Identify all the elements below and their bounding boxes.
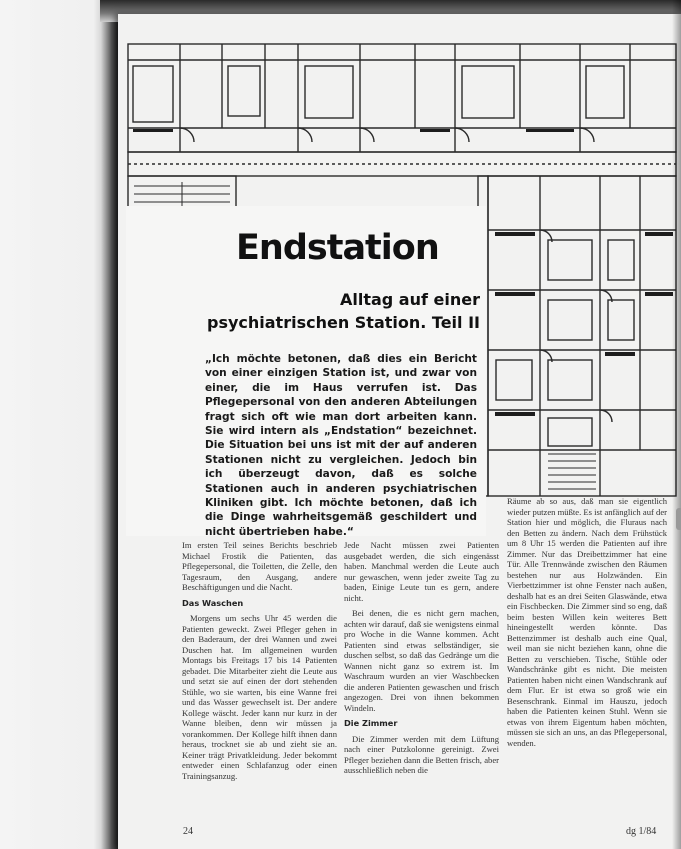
page-number-left: 24 — [183, 826, 193, 837]
article-title: Endstation — [236, 228, 439, 268]
section-heading-waschen: Das Waschen — [182, 597, 244, 608]
subtitle-line-1: Alltag auf einer — [339, 290, 480, 309]
text-column-3 — [507, 496, 667, 816]
intro-quote: „Ich möchte betonen, daß dies ein Bericht von einer einzigen Station ist, und zwar von einer, die im Haus verrufen ist. Das Pflegepersonal von den anderen Abteilungen fragt sich oft wie man dort arbeiten kann. Sie wird intern als „Endstation“ bezeichnet. Die Situation bei uns ist mit der auf anderen Stationen nicht zu vergleichen. Jedoch bin ich überzeugt davon, daß es solche Stationen auch in anderen psychiatrischen Kliniken gibt. Ich möchte betonen, daß ich die Dinge wahrheitsgemäß geschildert und nicht übertrieben habe.“ — [205, 353, 477, 538]
subtitle-line-2: psychiatrischen Station. Teil II — [206, 313, 480, 332]
text-column-1 — [182, 540, 337, 812]
article-subtitle — [190, 288, 480, 334]
column-2-body-1: Jede Nacht müssen zwei Patienten ausgebadet werden, die sich eingenässt haben. Manchmal werden die Leute auch nur gewaschen, wenn jeder zweite Tag zu baden, Einige Leute tun es gern, andere nicht. — [344, 540, 499, 603]
column-1-body: Morgens um sechs Uhr 45 werden die Patienten geweckt. Zwei Pfleger gehen in den Baderaum, der drei Wannen und zwei Duschen hat. Im allgemeinen wurden Montags bis Freitags 17 bis 14 Patienten gebadet. Die Mitarbeiter zieht die Leute aus und setzt sie auf einen der dort stehenden Stühle, wo sie warten, bis eine Wanne frei und das Wasser gewechselt ist. Der andere Kollege wäscht. Jeder kann nur kurz in der Wanne bleiben, denn wir müssen ja vorankommen. Der Kollege hilft ihnen dann heraus, trocknet sie ab und zieht sie an. Keiner trägt Privatkleidung. Jeder bekommt entweder einen Schlafanzug oder einen Trainingsanzug. — [182, 613, 337, 781]
column-1-intro: Im ersten Teil seines Berichts beschrieb Michael Frostik die Patienten, das Pflegepersonal, die Toiletten, die Zelle, den Tagesraum, den Ausgang, andere Beschäftigungen und die Nacht. — [182, 540, 337, 592]
text-column-2 — [344, 540, 499, 816]
page-tab — [676, 508, 681, 530]
section-heading-zimmer: Die Zimmer — [344, 718, 398, 728]
right-edge-shadow — [672, 0, 681, 849]
column-3-body: Räume ab so aus, daß man sie eigentlich wieder putzen müßte. Es ist anfänglich auf der Station hier und möglich, die Fluraus nach den Betten zu ändern. Nach dem Frühstück um 8 Uhr 15 werden die Patienten auf ihre Zimmer. Nur das Dreibettzimmer hat eine Tür. Alle Trennwände zwischen den Räumen bestehen nur aus Holzwänden. Ein Vierbettzimmer ist ohne Fenster nach außen, deshalb hat es an drei Seiten Glaswände, etwa ein Fischbecken. Die Zimmer sind so eng, daß beim besten Willen kein weiteres Bett hineingestellt werden könnte. Das Bettenzimmer ist deshalb auch eine Qual, weil man sie nicht beziehen kann, ohne die Betten zu verschieben. Tische, Stühle oder Wandschränke gibt es nicht. Die meisten Patienten haben nicht einen Wandschrank auf dem Flur. Er ist etwa so groß wie ein Besenschrank. Einmal im Hauszu, jedoch haben die Patienten keinen Stuhl. Wenn sie etwas von ihrem Eigentum haben möchten, müssen sie sich an uns, an das Pflegepersonal, wenden. — [507, 496, 667, 748]
column-2-body-3: Die Zimmer werden mit dem Lüftung nach einer Putzkolonne gereinigt. Zwei Pfleger beziehen dann die Betten frisch, aber ausschließlich neben die — [344, 733, 499, 775]
page-number-right: dg 1/84 — [626, 826, 657, 837]
column-2-body-2: Bei denen, die es nicht gern machen, achten wir darauf, daß sie wenigstens einmal pro Woche in die Wanne kommen. Acht Patienten sind etwas selbständiger, sie duschen selbst, so daß das Gedränge um die Wannen nicht ganz so extrem ist. Im Waschraum wurden an vier Waschbecken die anderen Patienten gewaschen und frisch angezogen. Drei von ihnen bekommen Windeln. — [344, 608, 499, 713]
